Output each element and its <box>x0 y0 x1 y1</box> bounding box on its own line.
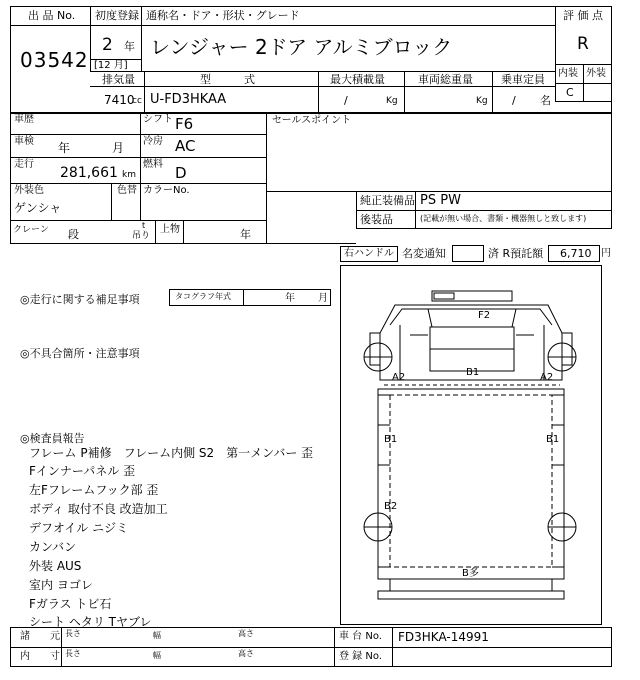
standard-equip-label: 純正装備品 <box>360 194 415 207</box>
recycle-value: 6,710 <box>560 247 592 260</box>
grade-label: 評 価 点 <box>563 9 603 22</box>
crane-ton-label: t <box>142 221 146 230</box>
lot-label: 出 品 No. <box>28 9 76 22</box>
history-label: 車歴 <box>14 114 34 125</box>
dim-width-label: 幅 <box>153 651 161 660</box>
specs-row-label: 諸 元 <box>20 631 60 642</box>
lot-number: 03542 <box>20 48 89 72</box>
recycle-label: 済 R預託額 <box>488 247 544 260</box>
inspector-line: シート ヘタリ Tヤブレ <box>29 615 152 629</box>
registration-label: 登 録 No. <box>339 651 382 662</box>
capacity-slash: / <box>512 94 516 107</box>
specs-length-label: 長さ <box>65 629 81 638</box>
exterior-color-value: ゲンシャ <box>14 201 62 215</box>
max-load-label: 最大積載量 <box>330 73 385 86</box>
car-name: レンジャー 2ドア アルミブロック <box>150 35 453 59</box>
mileage-unit: km <box>122 170 136 180</box>
aftermarket-label: 後装品 <box>360 213 393 226</box>
fuel-value: D <box>175 164 187 182</box>
first-reg-label: 初度登録 <box>95 9 139 22</box>
score: R <box>577 34 589 54</box>
yen-unit: 円 <box>601 248 611 259</box>
defects-heading: ◎不具合箇所・注意事項 <box>20 347 140 360</box>
mileage-value: 281,661 <box>60 165 118 181</box>
tachograph-month-unit: 月 <box>318 293 328 304</box>
name-change-field <box>452 245 484 262</box>
diagram-mark: B1 <box>546 434 560 445</box>
model-label: 型 式 <box>200 73 255 86</box>
crane-stage-label: 段 <box>68 228 79 241</box>
sales-point-label: セールスポイント <box>272 115 352 126</box>
specs-height-label: 高さ <box>238 629 254 638</box>
capacity-unit: 名 <box>540 94 551 107</box>
interior-score: C <box>566 86 574 99</box>
inspector-line: Fガラス トビ石 <box>29 597 112 611</box>
inspector-line: Fインナーパネル 歪 <box>29 464 136 478</box>
capacity-label: 乗車定員 <box>501 73 545 86</box>
color-code-label: カラーNo. <box>143 185 190 196</box>
dim-length-label: 長さ <box>65 649 81 658</box>
inspector-line: フレーム P補修 フレーム内側 S2 第一メンバー 歪 <box>29 446 314 460</box>
diagram-mark: A2 <box>392 372 406 383</box>
right-hand-label: 右ハンドル <box>344 248 394 259</box>
aftermarket-note: (記載が無い場合、書類・機器無しと致します) <box>420 214 587 223</box>
inspector-line: 室内 ヨゴレ <box>29 578 93 592</box>
diagram-mark: B1 <box>384 434 398 445</box>
inspector-line: ボディ 取付不良 改造加工 <box>29 502 168 516</box>
dim-height-label: 高さ <box>238 649 254 658</box>
standard-equip-value: PS PW <box>420 193 461 208</box>
ac-value: AC <box>175 137 196 155</box>
diagram-mark: F2 <box>478 310 491 321</box>
dimensions-row-label: 内 寸 <box>20 651 60 662</box>
upholstery-year-unit: 年 <box>240 228 251 241</box>
diagram-mark: B2 <box>384 501 398 512</box>
color-no-label: 色替 <box>117 185 137 196</box>
inspection-month-unit: 月 <box>112 141 125 155</box>
interior-label: 内装 <box>558 68 578 79</box>
truck-damage-diagram <box>340 265 602 625</box>
diagram-mark: A2 <box>540 372 554 383</box>
inspector-line: カンバン <box>29 540 77 554</box>
name-label: 通称名・ドア・形状・グレード <box>146 9 300 22</box>
crane-lift-label: 吊り <box>132 231 151 241</box>
inspector-line: デフオイル ニジミ <box>29 521 129 535</box>
chassis-value: FD3HKA-14991 <box>398 630 489 644</box>
gross-weight-unit: Kg <box>476 96 488 106</box>
inspection-year-unit: 年 <box>58 141 71 155</box>
model-value: U-FD3HKAA <box>150 92 227 107</box>
reg-year: 2 <box>102 35 113 55</box>
exterior-label: 外装 <box>586 68 606 79</box>
max-load-slash: / <box>344 94 348 107</box>
shift-label: シフト <box>143 114 173 125</box>
exterior-color-label: 外装色 <box>14 185 44 196</box>
fuel-label: 燃料 <box>143 159 163 170</box>
max-load-unit: Kg <box>386 96 398 106</box>
displacement-label: 排気量 <box>102 73 135 86</box>
mileage-label: 走行 <box>14 159 34 170</box>
shift-value: F6 <box>175 115 194 133</box>
chassis-label: 車 台 No. <box>339 631 382 642</box>
inspector-heading: ◎検査員報告 <box>20 432 85 445</box>
specs-width-label: 幅 <box>153 631 161 640</box>
reg-month: [12 月] <box>94 60 128 71</box>
crane-label: クレーン <box>13 225 49 235</box>
name-change-label: 名変通知 <box>402 247 446 260</box>
upholstery-label: 上物 <box>160 224 180 235</box>
reg-year-unit: 年 <box>124 40 135 53</box>
diagram-mark: B多 <box>462 568 479 579</box>
gross-weight-label: 車両総重量 <box>418 73 473 86</box>
tachograph-label: タコグラフ年式 <box>175 292 231 301</box>
tachograph-year-unit: 年 <box>285 293 295 304</box>
travel-heading: ◎走行に関する補足事項 <box>20 293 140 306</box>
ac-label: 冷房 <box>143 136 163 147</box>
inspection-label: 車検 <box>14 136 34 147</box>
diagram-mark: B1 <box>466 367 480 378</box>
inspector-line: 左Fフレームフック部 歪 <box>29 483 159 497</box>
inspector-line: 外装 AUS <box>29 559 82 573</box>
displacement-value: 7410 <box>104 93 135 107</box>
displacement-unit: cc <box>132 96 142 106</box>
